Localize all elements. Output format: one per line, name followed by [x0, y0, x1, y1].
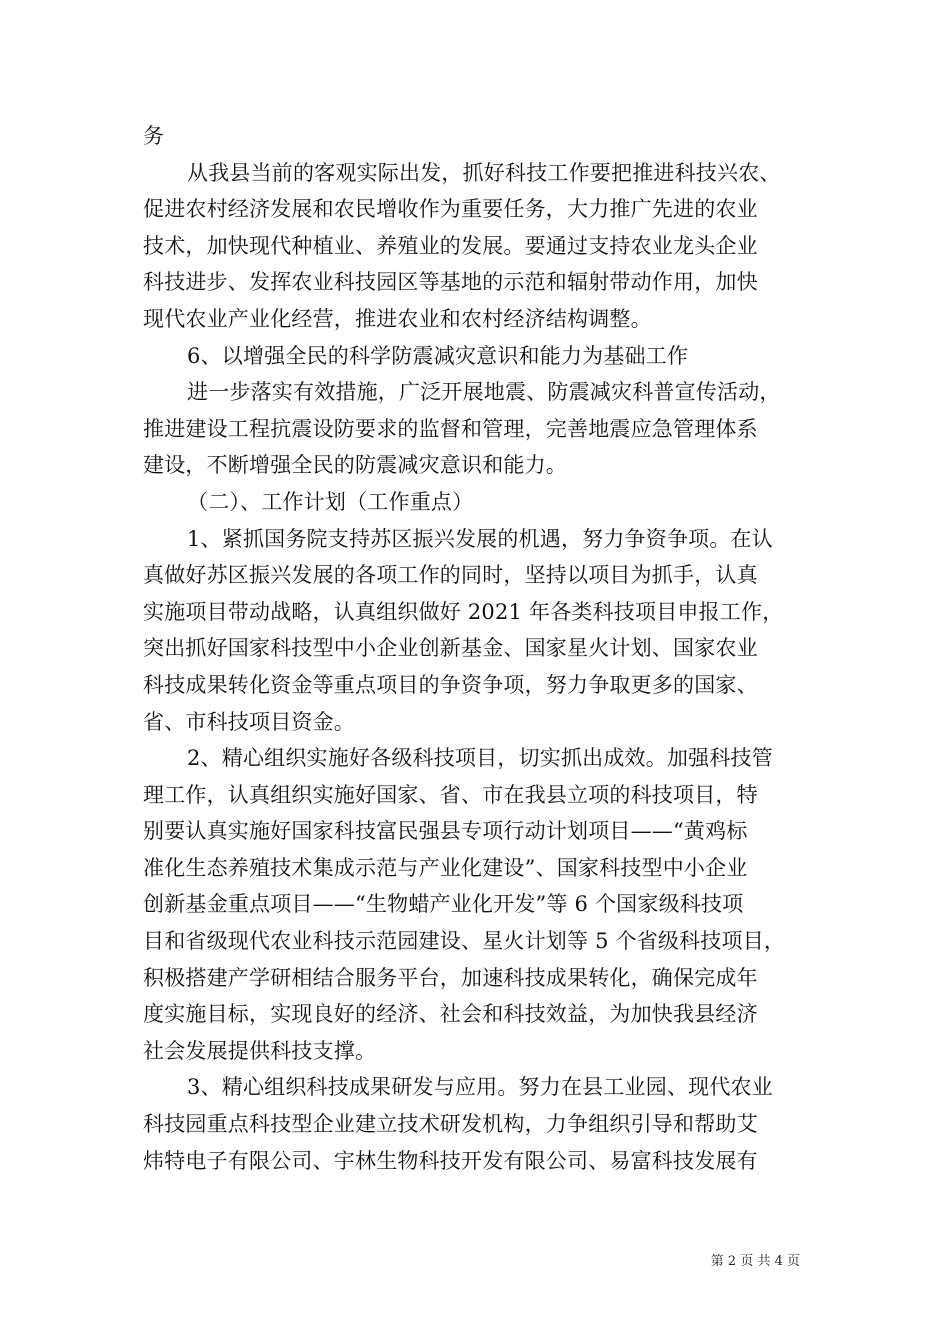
- text-line: 现代农业产业化经营，推进农业和农村经济结构调整。: [143, 306, 652, 331]
- text-line: 科技进步、发挥农业科技园区等基地的示范和辐射带动作用，加快: [143, 270, 758, 295]
- page-number: 第 2 页 共 4 页: [710, 1254, 800, 1269]
- text-line: 创新基金重点项目——“生物蜡产业化开发”等 6 个国家级科技项: [143, 892, 744, 917]
- paragraph-start: 2、精心组织实施好各级科技项目，切实抓出成效。加强科技管: [187, 746, 773, 771]
- text-line: 社会发展提供科技支撑。: [143, 1038, 377, 1063]
- text-line: 别要认真实施好国家科技富民强县专项行动计划项目——“黄鸡标: [143, 819, 748, 844]
- text-line: 技术，加快现代种植业、养殖业的发展。要通过支持农业龙头企业: [143, 233, 758, 258]
- text-line: 建设，不断增强全民的防震减灾意识和能力。: [143, 453, 567, 478]
- paragraph-start: 3、精心组织科技成果研发与应用。努力在县工业园、现代农业: [187, 1075, 773, 1100]
- paragraph-start: 进一步落实有效措施，广泛开展地震、防震减灾科普宣传活动，: [187, 380, 781, 405]
- text-line: 实施项目带动战略，认真组织做好 2021 年各类科技项目申报工作，: [143, 599, 784, 624]
- paragraph-start: 1、紧抓国务院支持苏区振兴发展的机遇，努力争资争项。在认: [187, 526, 773, 551]
- text-line: 理工作，认真组织实施好国家、省、市在我县立项的科技项目，特: [143, 782, 758, 807]
- text-line: 促进农村经济发展和农民增收作为重要任务，大力推广先进的农业: [143, 197, 758, 222]
- text-line: 度实施目标，实现良好的经济、社会和科技效益，为加快我县经济: [143, 1002, 758, 1027]
- text-line: 科技园重点科技型企业建立技术研发机构，力争组织引导和帮助艾: [143, 1112, 758, 1137]
- text-line: 省、市科技项目资金。: [143, 709, 355, 734]
- text-line: 炜特电子有限公司、宇林生物科技开发有限公司、易富科技发展有: [143, 1148, 758, 1173]
- section-heading: 6、以增强全民的科学防震减灾意识和能力为基础工作: [187, 343, 689, 368]
- text-line: 务: [143, 124, 165, 148]
- text-line: 突出抓好国家科技型中小企业创新基金、国家星火计划、国家农业: [143, 636, 758, 661]
- text-line: 真做好苏区振兴发展的各项工作的同时，坚持以项目为抓手，认真: [143, 563, 758, 588]
- text-line: 科技成果转化资金等重点项目的争资争项，努力争取更多的国家、: [143, 672, 758, 697]
- text-line: 目和省级现代农业科技示范园建设、星火计划等 5 个省级科技项目，: [143, 929, 786, 954]
- section-heading: （二）、工作计划（工作重点）: [187, 489, 474, 514]
- document-body: [143, 118, 813, 1179]
- paragraph-start: 从我县当前的客观实际出发，抓好科技工作要把推进科技兴农、: [187, 160, 781, 185]
- text-line: 准化生态养殖技术集成示范与产业化建设”、国家科技型中小企业: [143, 855, 748, 880]
- text-line: 推进建设工程抗震设防要求的监督和管理，完善地震应急管理体系: [143, 416, 758, 441]
- text-line: 积极搭建产学研相结合服务平台，加速科技成果转化，确保完成年: [143, 965, 758, 990]
